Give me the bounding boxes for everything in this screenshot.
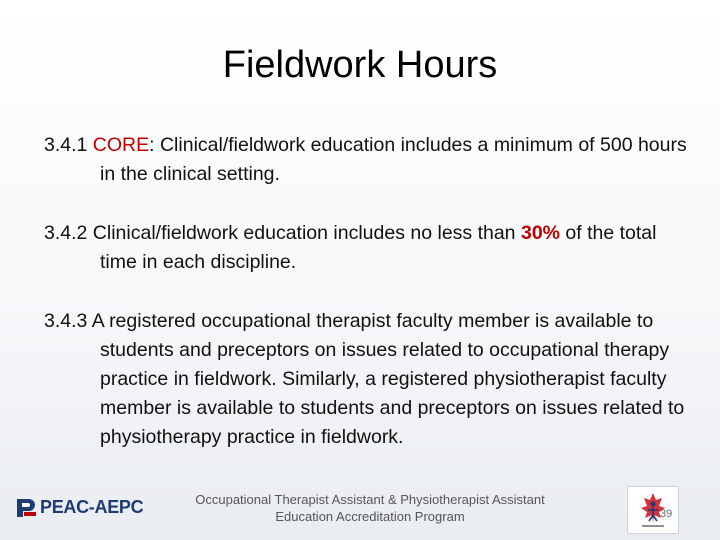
program-name <box>170 491 570 525</box>
peac-aepc-logo <box>14 492 143 522</box>
standard-item-3-4-1 <box>44 131 690 189</box>
page-number: 39 <box>660 508 673 520</box>
item-number: 3.4.3 <box>44 310 88 332</box>
program-line-1: Occupational Therapist Assistant & Physiotherapist Assistant <box>195 492 545 507</box>
item-text-before: Clinical/fieldwork education includes no less than <box>92 222 516 244</box>
item-number: 3.4.1 <box>44 134 88 156</box>
item-text-after: of the total time in each discipline. <box>100 222 657 273</box>
percent-highlight: 30% <box>520 222 560 244</box>
item-text: : Clinical/fieldwork education includes a minimum of 500 hours in the clinical setting. <box>100 134 687 185</box>
slide-content <box>44 131 690 452</box>
program-line-2: Education Accreditation Program <box>275 509 465 524</box>
peac-logo-icon <box>14 494 38 520</box>
standard-item-3-4-3 <box>44 307 690 452</box>
slide-title: Fieldwork Hours <box>222 44 498 86</box>
item-text: A registered occupational therapist faculty member is available to students and preceptors on issues related to occupational therapy practice in fieldwork. Similarly, a registered physiotherapist faculty member is available to students and preceptors on issues related to physiotherapy practice in fieldwork. <box>91 310 685 448</box>
item-number: 3.4.2 <box>44 222 88 244</box>
standard-item-3-4-2 <box>44 219 690 277</box>
core-highlight: CORE <box>92 134 150 156</box>
logo-text: PEAC-AEPC <box>40 496 144 517</box>
